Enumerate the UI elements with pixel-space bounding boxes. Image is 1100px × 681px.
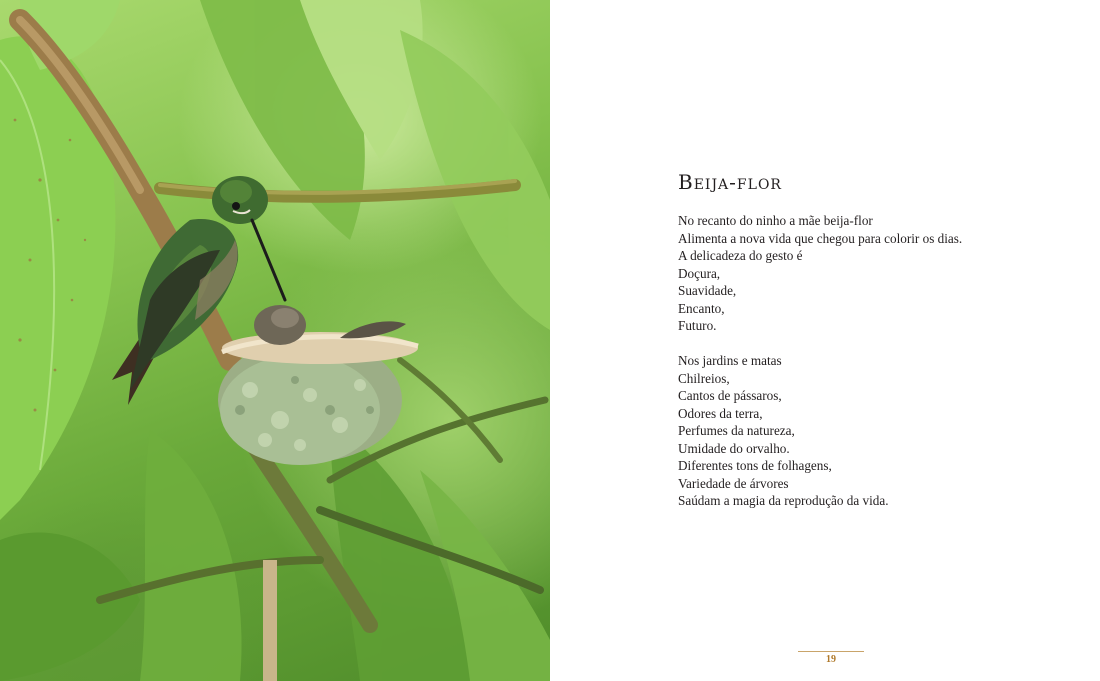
stanza-2 — [678, 352, 962, 510]
verse: Futuro. — [678, 318, 717, 333]
verse: Cantos de pássaros, — [678, 388, 782, 403]
verse: No recanto do ninho a mãe beija-flor — [678, 213, 873, 228]
verse: Alimenta a nova vida que chegou para colorir os dias. — [678, 230, 963, 246]
verse: Encanto, — [678, 300, 725, 316]
nest — [218, 332, 418, 465]
stanza-1 — [678, 212, 962, 335]
verse: Chilreios, — [678, 370, 730, 386]
verse: Nos jardins e matas — [678, 353, 782, 368]
verse: Saúdam a magia da reprodução da vida. — [678, 493, 889, 508]
poem-title: Beija-flor — [678, 170, 782, 194]
verse: Doçura, — [678, 265, 721, 281]
verse: Odores da terra, — [678, 405, 763, 421]
verse: Suavidade, — [678, 283, 737, 298]
verse: Variedade de árvores — [678, 475, 789, 491]
verse: Perfumes da natureza, — [678, 423, 795, 438]
verse: A delicadeza do gesto é — [678, 248, 803, 263]
verse: Umidade do orvalho. — [678, 440, 790, 456]
verse: Diferentes tons de folhagens, — [678, 458, 832, 473]
text-page — [550, 0, 1100, 681]
page-number: 19 — [826, 654, 836, 665]
page-number-rule — [798, 651, 864, 652]
poem-body — [678, 212, 962, 527]
